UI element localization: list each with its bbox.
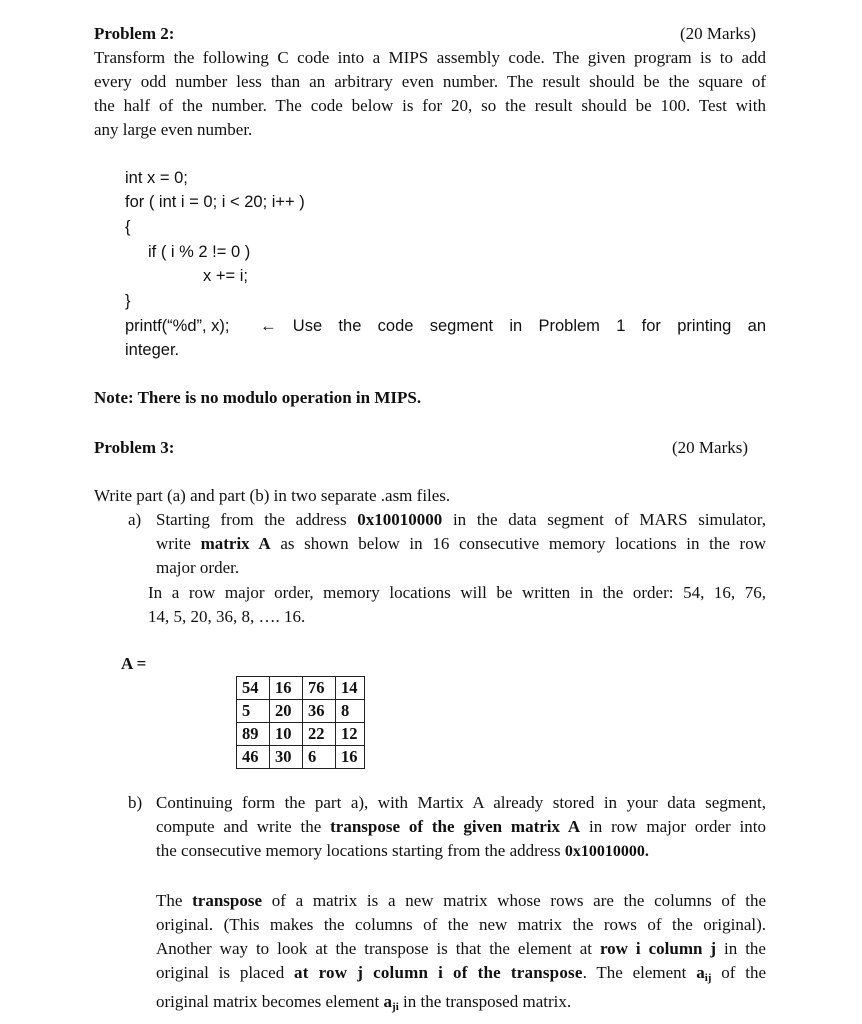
matrix-cell: 12 — [336, 723, 365, 746]
matrix-row — [237, 723, 365, 746]
code-line-5: x += i; — [203, 267, 248, 285]
matrix-cell: 8 — [336, 700, 365, 723]
transpose-line-4: original is placed at row j column i of the transpose. The element $a_{ij}$ of the — [156, 963, 767, 984]
matrix-name: matrix A — [200, 534, 271, 553]
part-a-text — [156, 508, 766, 580]
problem2-title: Problem 2: — [94, 24, 175, 43]
matrix-cell: 10 — [270, 723, 303, 746]
matrix-row — [237, 700, 365, 723]
transpose-line-3: Another way to look at the transpose is that the element at row i column j in the — [156, 939, 766, 958]
part-b-line-3: the consecutive memory locations starting from the address 0x10010000. — [156, 841, 649, 860]
row-major-explanation — [148, 581, 766, 629]
matrix-row — [237, 746, 365, 769]
code-comment: ← Use the code segment in Problem 1 for printing an — [260, 317, 766, 335]
code-line-2: for ( int i = 0; i < 20; i++ ) — [125, 193, 305, 211]
matrix-cell: 54 — [237, 677, 270, 700]
code-line-1: int x = 0; — [125, 169, 188, 187]
address: 0x10010000 — [357, 510, 443, 529]
problem3-title: Problem 3: — [94, 438, 175, 457]
code-line-3: { — [125, 218, 131, 236]
matrix-label: A = — [121, 654, 147, 673]
matrix-cell: 20 — [270, 700, 303, 723]
code-line-4: if ( i % 2 != 0 ) — [148, 243, 251, 261]
part-a-line-1: Starting from the address 0x10010000 in the data segment of MARS simulator, — [156, 510, 766, 529]
part-b-text — [156, 791, 766, 864]
matrix-row — [237, 677, 365, 700]
matrix-cell: 6 — [303, 746, 336, 769]
part-b-label: b) — [128, 793, 143, 812]
paragraph-line: any large even number. — [94, 120, 253, 139]
matrix-cell: 14 — [336, 677, 365, 700]
code-line-7: printf(“%d”, x); — [125, 317, 230, 335]
matrix-a-table — [236, 676, 365, 769]
part-a-line-3: major order. — [156, 558, 240, 577]
matrix-cell: 89 — [237, 723, 270, 746]
matrix-cell: 5 — [237, 700, 270, 723]
matrix-cell: 22 — [303, 723, 336, 746]
code-line-8: integer. — [125, 341, 180, 359]
matrix-cell: 16 — [270, 677, 303, 700]
code-line-6: } — [125, 292, 131, 310]
order-line-2: 14, 5, 20, 36, 8, …. 16. — [148, 607, 306, 626]
part-a-line-2: write matrix A as shown below in 16 consecutive memory locations in the row — [156, 534, 766, 553]
matrix-cell: 30 — [270, 746, 303, 769]
matrix-cell: 76 — [303, 677, 336, 700]
transpose-line-2: original. (This makes the columns of the new matrix the rows of the original). — [156, 915, 766, 934]
problem2-marks: (20 Marks) — [680, 24, 757, 43]
matrix-cell: 16 — [336, 746, 365, 769]
matrix-cell: 36 — [303, 700, 336, 723]
problem3-marks: (20 Marks) — [672, 438, 749, 457]
transpose-line-1: The transpose of a matrix is a new matrix whose rows are the columns of the — [156, 891, 767, 910]
order-line-1: In a row major order, memory locations will be written in the order: 54, 16, 76, — [148, 583, 766, 602]
problem2-description — [94, 46, 766, 142]
transpose-explanation — [156, 889, 766, 1019]
paragraph-line: the half of the number. The code below is for 20, so the result should be 100. Test with — [94, 96, 766, 115]
matrix-cell: 46 — [237, 746, 270, 769]
transpose-line-5: original matrix becomes element $a_{ji}$ in the transposed matrix. — [156, 992, 572, 1013]
part-b-line-2: compute and write the transpose of the given matrix A in row major order into — [156, 817, 766, 836]
paragraph-line: every odd number less than an arbitrary even number. The result should be the square of — [94, 72, 766, 91]
part-a-label: a) — [128, 510, 142, 529]
problem3-intro: Write part (a) and part (b) in two separate .asm files. — [94, 486, 451, 505]
paragraph-line: Transform the following C code into a MIPS assembly code. The given program is to add — [94, 48, 766, 67]
note: Note: There is no modulo operation in MIPS. — [94, 388, 422, 407]
part-b-line-1: Continuing form the part a), with Martix A already stored in your data segment, — [156, 793, 766, 812]
